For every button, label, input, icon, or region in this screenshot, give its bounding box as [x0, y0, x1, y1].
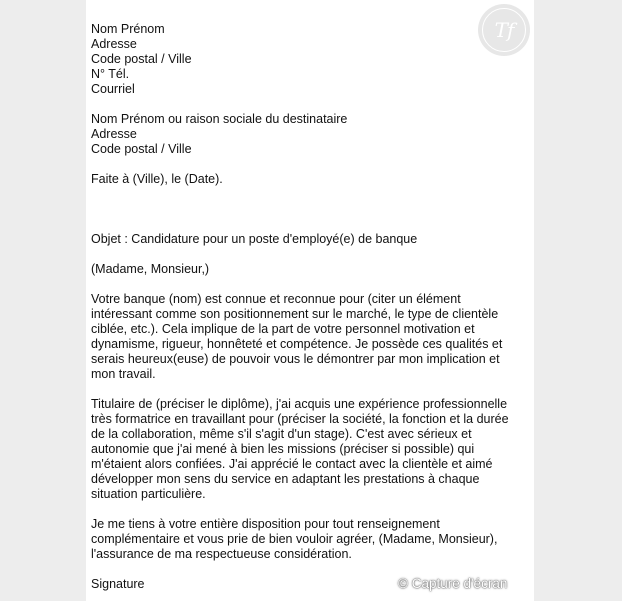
- place-date: Faite à (Ville), le (Date).: [91, 172, 223, 186]
- logo-text: Tf: [494, 18, 514, 42]
- terrafemina-logo-icon: [478, 4, 530, 56]
- image-credit: © Capture d'écran: [398, 576, 508, 591]
- letter-page: [86, 0, 534, 601]
- logo-ring: [482, 8, 526, 52]
- paragraph-intro: Votre banque (nom) est connue et reconnue pour (citer un élément intéressant comme son positionnement sur le marché, le type de clientèle ciblée, etc.). Cela implique de la part de votre personnel motivation et dynamisme, rigueur, honnêteté et compétence. Je possède ces qualités et serais heureux(euse) de pouvoir vous le démontrer par mon implication et mon travail.: [91, 292, 503, 381]
- paragraph-closing: Je me tiens à votre entière disposition pour tout renseignement complémentaire et vous prie de bien vouloir agréer, (Madame, Monsieur), l'assurance de ma respectueuse considération.: [91, 517, 498, 561]
- recipient-block: Nom Prénom ou raison sociale du destinataire Adresse Code postal / Ville: [91, 112, 348, 156]
- signature: Signature: [91, 577, 145, 591]
- paragraph-experience: Titulaire de (préciser le diplôme), j'ai acquis une expérience professionnelle très formatrice en travaillant pour (préciser la société, la fonction et la durée de la collaboration, même s'il s'agit d'un stage). C'est avec sérieux et autonomie que j'ai mené à bien les missions (préciser si possible) qui m'étaient alors confiées. J'ai apprécié le contact avec la clientèle et aimé développer mon sens du service en adaptant les prestations à chaque situation particulière.: [91, 397, 509, 501]
- sender-block: Nom Prénom Adresse Code postal / Ville N° Tél. Courriel: [91, 22, 192, 96]
- letter-body: [91, 22, 527, 592]
- subject-line: Objet : Candidature pour un poste d'employé(e) de banque: [91, 232, 418, 246]
- salutation: (Madame, Monsieur,): [91, 262, 210, 276]
